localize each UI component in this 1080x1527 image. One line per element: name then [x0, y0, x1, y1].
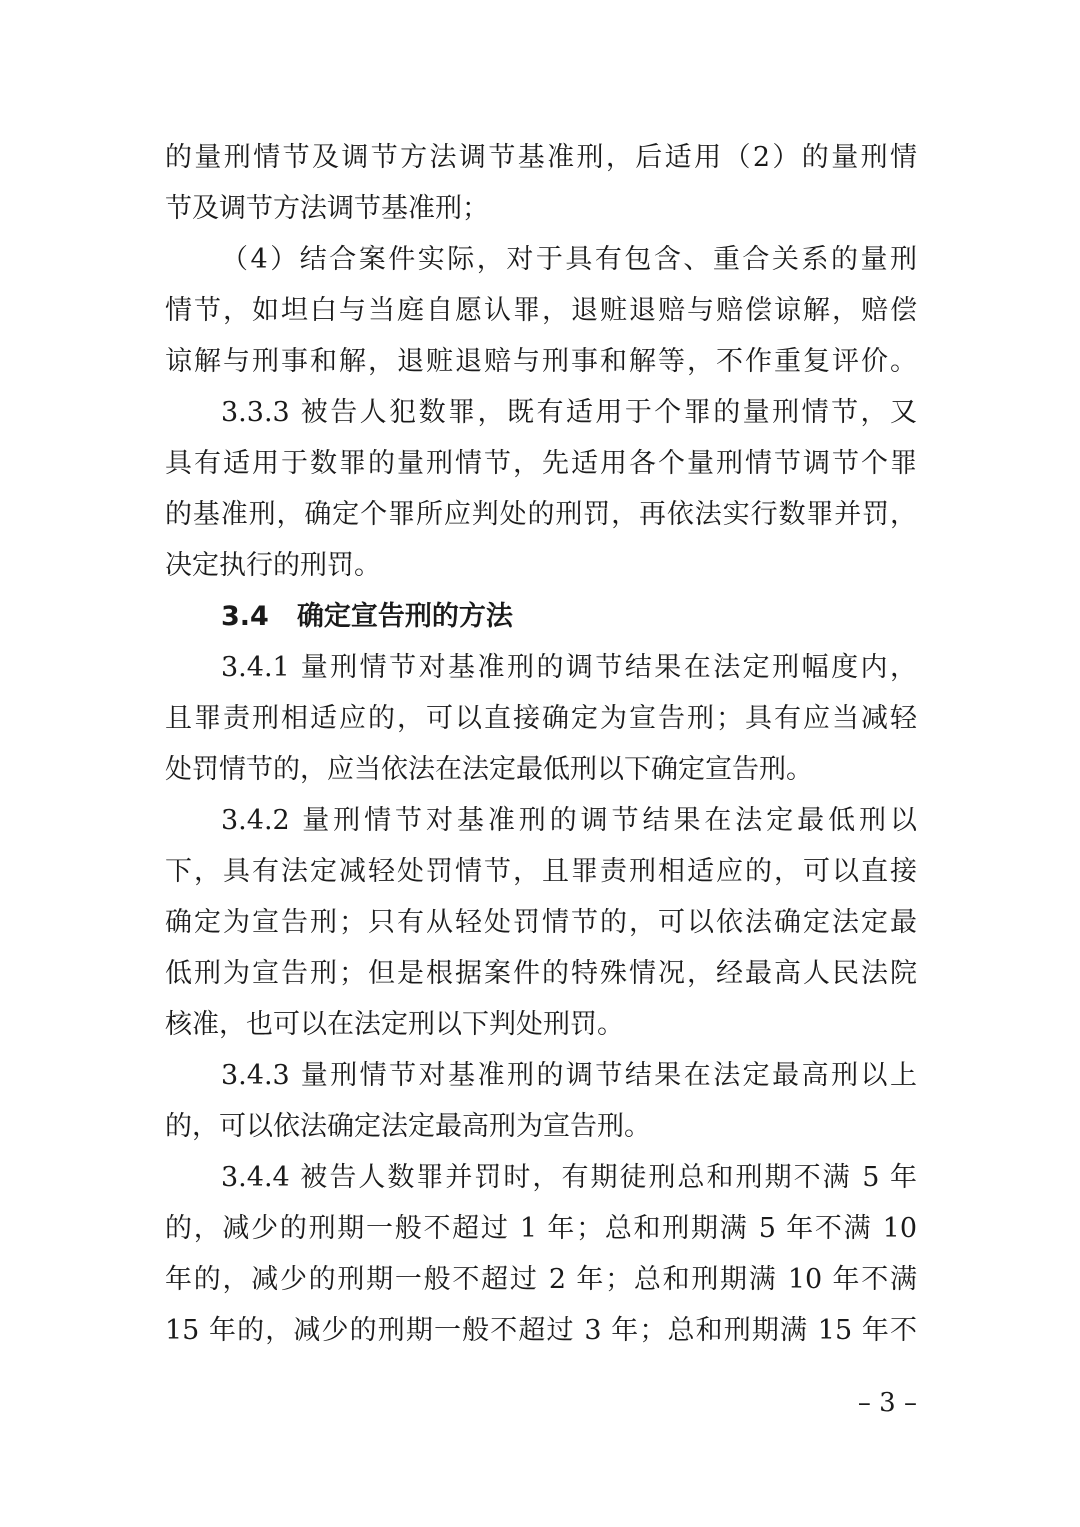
text-line: 具有适用于数罪的量刑情节，先适用各个量刑情节调节个罪 [165, 448, 917, 479]
text-line: 谅解与刑事和解，退赃退赔与刑事和解等，不作重复评价。 [165, 346, 917, 377]
text-line: 3.4.4 被告人数罪并罚时，有期徒刑总和刑期不满 5 年 [221, 1162, 917, 1193]
text-line: 年的，减少的刑期一般不超过 2 年；总和刑期满 10 年不满 [165, 1264, 917, 1295]
text-line: 的基准刑，确定个罪所应判处的刑罚，再依法实行数罪并罚， [165, 499, 917, 530]
text-line: 节及调节方法调节基准刑； [165, 193, 489, 224]
text-line: 低刑为宣告刑；但是根据案件的特殊情况，经最高人民法院 [165, 958, 917, 989]
text-line: 的量刑情节及调节方法调节基准刑，后适用（2）的量刑情 [165, 142, 917, 173]
text-line: （4）结合案件实际，对于具有包含、重合关系的量刑 [221, 244, 917, 275]
text-line: 3.4.3 量刑情节对基准刑的调节结果在法定最高刑以上 [221, 1060, 917, 1091]
body-text [165, 132, 917, 1356]
text-line: 的，可以依法确定法定最高刑为宣告刑。 [165, 1111, 651, 1142]
text-line: 的，减少的刑期一般不超过 1 年；总和刑期满 5 年不满 10 [165, 1213, 917, 1244]
text-line: 3.4.1 量刑情节对基准刑的调节结果在法定刑幅度内， [221, 652, 917, 683]
text-line: 确定为宣告刑；只有从轻处罚情节的，可以依法确定法定最 [165, 907, 917, 938]
text-line: 且罪责刑相适应的，可以直接确定为宣告刑；具有应当减轻 [165, 703, 917, 734]
section-heading-number: 3.4 [221, 601, 269, 632]
text-line: 15 年的，减少的刑期一般不超过 3 年；总和刑期满 15 年不 [165, 1315, 917, 1346]
text-line: 处罚情节的，应当依法在法定最低刑以下确定宣告刑。 [165, 754, 813, 785]
text-line: 核准，也可以在法定刑以下判处刑罚。 [165, 1009, 624, 1040]
section-heading [165, 591, 917, 642]
section-heading-title: 确定宣告刑的方法 [296, 601, 513, 632]
text-line: 决定执行的刑罚。 [165, 550, 381, 581]
text-line: 3.4.2 量刑情节对基准刑的调节结果在法定最低刑以 [221, 805, 917, 836]
text-line: 下，具有法定减轻处罚情节，且罪责刑相适应的，可以直接 [165, 856, 917, 887]
text-line: 3.3.3 被告人犯数罪，既有适用于个罪的量刑情节，又 [221, 397, 917, 428]
text-line: 情节，如坦白与当庭自愿认罪，退赃退赔与赔偿谅解，赔偿 [165, 295, 917, 326]
page-number: – 3 – [857, 1388, 917, 1418]
